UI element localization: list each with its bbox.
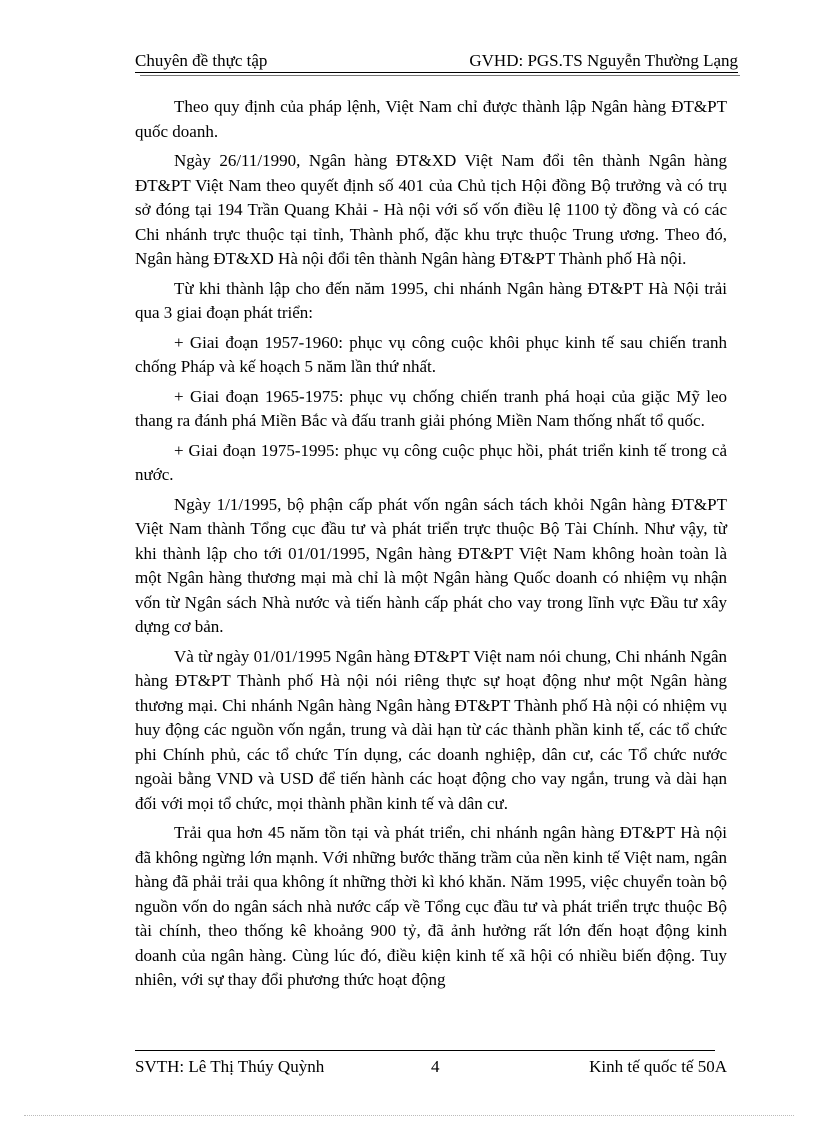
- page-footer: [135, 1056, 727, 1078]
- paragraph: Theo quy định của pháp lệnh, Việt Nam chỉ được thành lập Ngân hàng ĐT&PT quốc doanh.: [135, 97, 727, 141]
- header-topic: Chuyên đề thực tập: [135, 51, 268, 70]
- header-divider: [135, 72, 738, 73]
- paragraph: + Giai đoạn 1975-1995: phục vụ công cuộc phục hồi, phát triển kinh tế trong cả nước.: [135, 440, 727, 484]
- footer-student: SVTH: Lê Thị Thúy Quỳnh: [135, 1057, 325, 1076]
- paragraph: Từ khi thành lập cho đến năm 1995, chi nhánh Ngân hàng ĐT&PT Hà Nội trải qua 3 giai đoạn phát triển:: [135, 278, 727, 322]
- footer-divider: [135, 1050, 715, 1051]
- paragraph: Và từ ngày 01/01/1995 Ngân hàng ĐT&PT Việt nam nói chung, Chi nhánh Ngân hàng ĐT&PT Thành phố Hà nội nói riêng thực sự hoạt động như một Ngân hàng thương mại. Chi nhánh Ngân hàng Ngân hàng ĐT&PT Thành phố Hà nội có nhiệm vụ huy động các nguồn vốn ngắn, trung và dài hạn từ các thành phần kinh tế, các tổ chức phi Chính phủ, các tổ chức Tín dụng, các doanh nghiệp, dân cư, các Tổ chức nước ngoài bằng VND và USD để tiến hành các hoạt động cho vay ngắn, trung và dài hạn đối với mọi tổ chức, mọi thành phần kinh tế và dân cư.: [135, 646, 727, 813]
- paragraph: Ngày 26/11/1990, Ngân hàng ĐT&XD Việt Nam đổi tên thành Ngân hàng ĐT&PT Việt Nam theo quyết định số 401 của Chủ tịch Hội đồng Bộ trưởng và có trụ sở đóng tại 194 Trần Quang Khải - Hà nội với số vốn điều lệ 1100 tỷ đồng và có các Chi nhánh trực thuộc tại tỉnh, Thành phố, đặc khu trực thuộc Trung ương. Theo đó, Ngân hàng ĐT&XD Hà nội đổi tên thành Ngân hàng ĐT&PT Thành phố Hà nội.: [135, 151, 727, 268]
- page-number: 4: [431, 1057, 440, 1076]
- body-text: [135, 95, 727, 998]
- paragraph: Ngày 1/1/1995, bộ phận cấp phát vốn ngân sách tách khỏi Ngân hàng ĐT&PT Việt Nam thành Tổng cục đầu tư và phát triển trực thuộc Bộ Tài Chính. Như vậy, từ khi thành lập cho tới 01/01/1995, Ngân hàng ĐT&PT Việt Nam không hoàn toàn là một Ngân hàng thương mại mà chỉ là một Ngân hàng Quốc doanh có nhiệm vụ nhận vốn từ Ngân sách Nhà nước và tiến hành cấp phát cho vay trong lĩnh vực Đầu tư xây dựng cơ bản.: [135, 494, 727, 636]
- paragraph: Trải qua hơn 45 năm tồn tại và phát triển, chi nhánh ngân hàng ĐT&PT Hà nội đã không ngừng lớn mạnh. Với những bước thăng trầm của nền kinh tế Việt nam, ngân hàng đã phải trải qua không ít những thời kì khó khăn. Năm 1995, việc chuyển toàn bộ nguồn vốn do ngân sách nhà nước cấp về Tổng cục đầu tư và phát triển trực thuộc Bộ tài chính, theo thống kê khoảng 900 tỷ, đã ảnh hưởng rất lớn đến hoạt động kinh doanh của ngân hàng. Cùng lúc đó, điều kiện kinh tế xã hội có nhiều biến động. Tuy nhiên, với sự thay đổi phương thức hoạt động: [135, 823, 727, 989]
- footer-class: Kinh tế quốc tế 50A: [589, 1057, 727, 1076]
- paragraph: + Giai đoạn 1965-1975: phục vụ chống chiến tranh phá hoại của giặc Mỹ leo thang ra đánh phá Miền Bắc và đấu tranh giải phóng Miền Nam thống nhất tổ quốc.: [135, 386, 727, 430]
- header-divider-shadow: [140, 75, 740, 76]
- paragraph: + Giai đoạn 1957-1960: phục vụ công cuộc khôi phục kinh tế sau chiến tranh chống Pháp và kế hoạch 5 năm lần thứ nhất.: [135, 332, 727, 376]
- header-advisor: GVHD: PGS.TS Nguyễn Thường Lạng: [469, 51, 738, 70]
- page-bottom-edge: [24, 1115, 794, 1116]
- page-header: [135, 50, 738, 72]
